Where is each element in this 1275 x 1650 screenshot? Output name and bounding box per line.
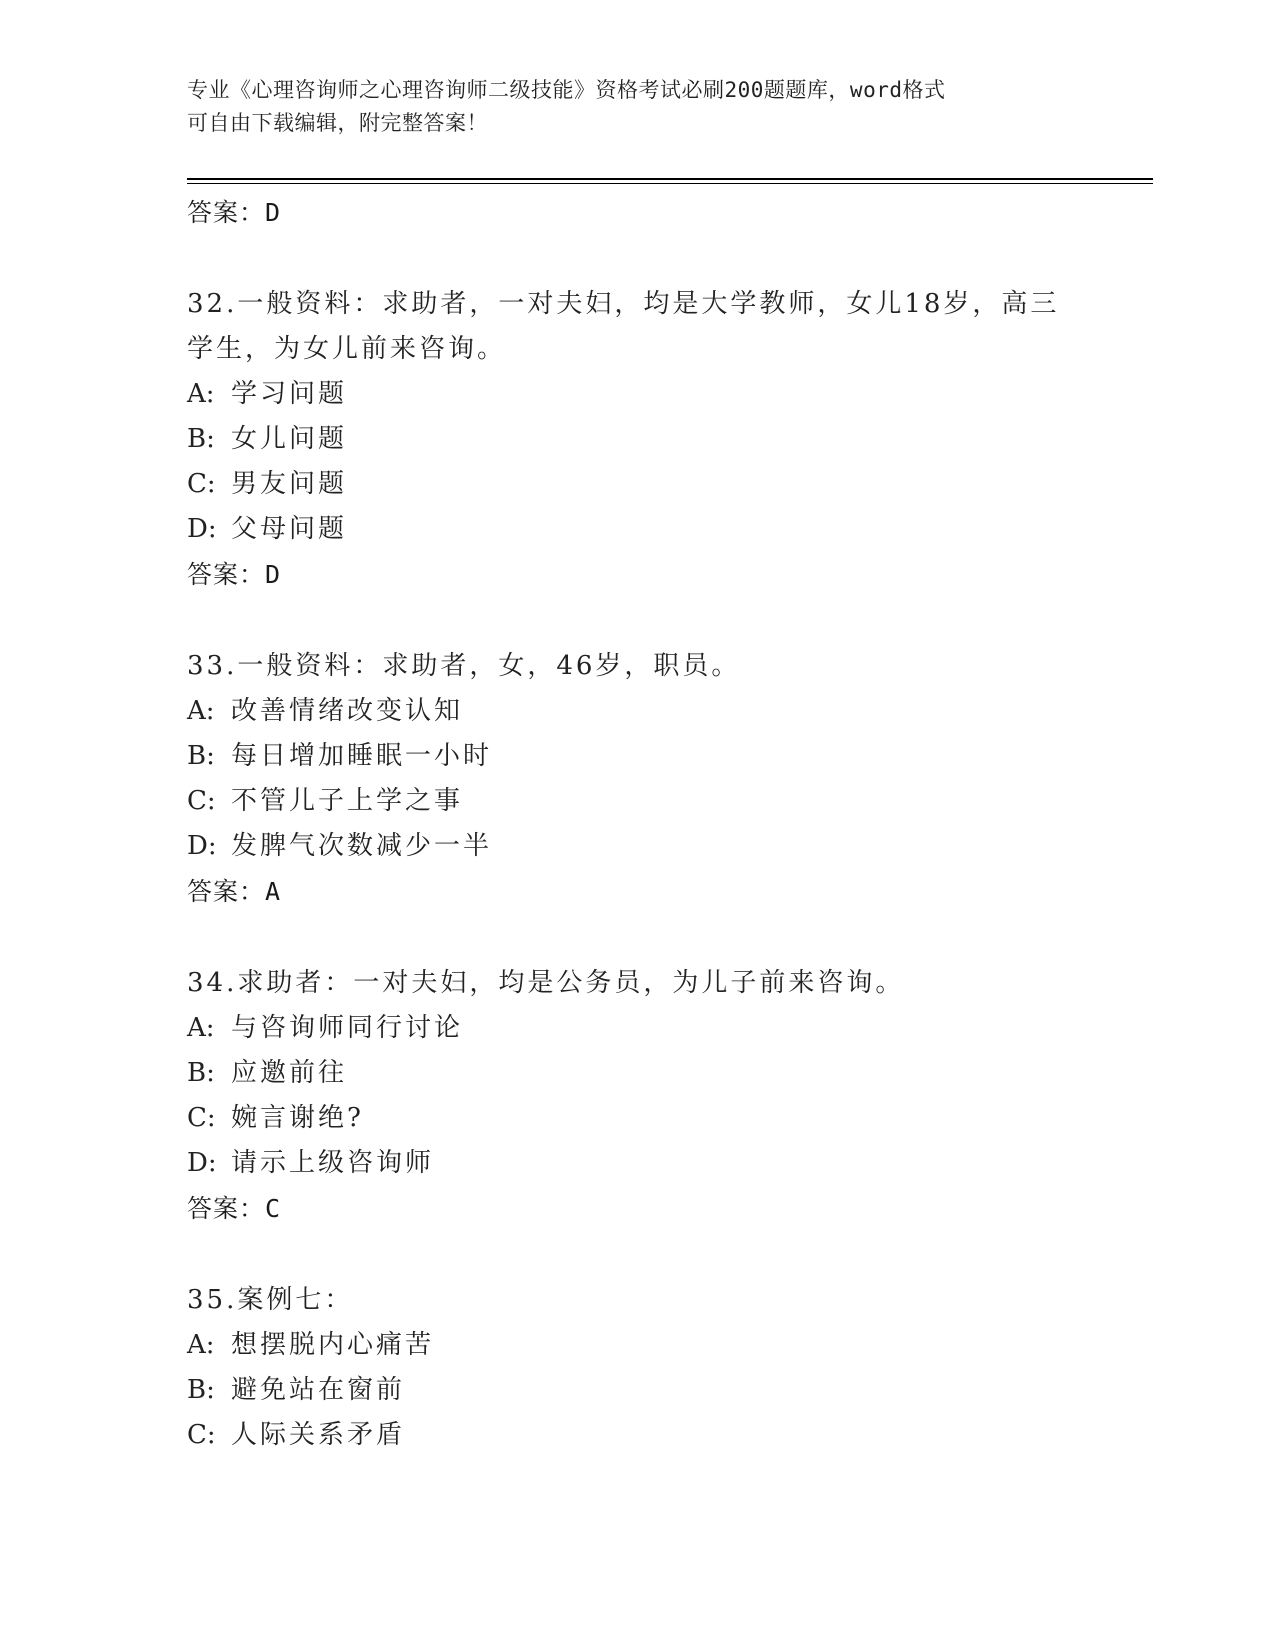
option-text: 发脾气次数减少一半 [231,831,493,861]
answer-line [187,1186,1107,1231]
option-key: A: [187,1330,215,1360]
option-text: 应邀前往 [231,1058,348,1088]
option-c [187,1413,1107,1458]
option-text: 改善情绪改变认知 [231,696,464,726]
option-key: B: [187,424,215,454]
question-stem: 33.一般资料：求助者，女，46岁，职员。 [187,651,741,681]
option-c [187,1096,1107,1141]
option-c [187,779,1107,824]
option-a [187,372,1107,417]
option-key: D: [187,1148,217,1178]
answer-label: 答案： [187,198,266,227]
option-text: 请示上级咨询师 [231,1148,435,1178]
option-key: A: [187,1013,215,1043]
header-line-2: 可自由下载编辑，附完整答案！ [187,111,488,135]
option-a [187,1006,1107,1051]
block-gap [187,1231,1107,1278]
answer-value: D [265,198,281,227]
answer-label: 答案： [187,560,266,589]
question-33 [187,644,1107,689]
option-b [187,1368,1107,1413]
option-b [187,417,1107,462]
option-key: B: [187,1058,215,1088]
block-gap [187,914,1107,961]
option-key: B: [187,1375,215,1405]
option-a [187,1323,1107,1368]
page-header [187,74,1087,140]
answer-line [187,190,1107,235]
option-text: 男友问题 [231,469,348,499]
option-key: A: [187,379,215,409]
answer-value: D [265,560,281,589]
option-text: 不管儿子上学之事 [231,786,464,816]
option-text: 婉言谢绝? [231,1103,364,1133]
option-key: C: [187,786,216,816]
question-35 [187,1278,1107,1323]
option-key: C: [187,469,216,499]
answer-label: 答案： [187,1194,266,1223]
question-stem: 学生，为女儿前来咨询。 [187,334,507,364]
question-stem: 35.案例七： [187,1285,354,1315]
option-text: 人际关系矛盾 [231,1420,406,1450]
answer-line [187,869,1107,914]
option-b [187,1051,1107,1096]
answer-value: A [265,877,281,906]
option-text: 避免站在窗前 [231,1375,406,1405]
option-d [187,824,1107,869]
answer-value: C [265,1194,281,1223]
header-line-1: 专业《心理咨询师之心理咨询师二级技能》资格考试必刷200题题库，word格式 [187,78,946,102]
question-32 [187,282,1107,372]
option-key: C: [187,1103,216,1133]
option-key: C: [187,1420,216,1450]
question-list [187,190,1107,1458]
option-a [187,689,1107,734]
option-key: D: [187,514,217,544]
question-stem: 32.一般资料：求助者，一对夫妇，均是大学教师，女儿18岁，高三 [187,289,1060,319]
option-b [187,734,1107,779]
option-d [187,507,1107,552]
option-key: A: [187,696,215,726]
option-text: 想摆脱内心痛苦 [231,1330,435,1360]
answer-label: 答案： [187,877,266,906]
option-text: 与咨询师同行讨论 [231,1013,464,1043]
question-34 [187,961,1107,1006]
answer-line [187,552,1107,597]
header-divider-thick [187,178,1153,180]
option-text: 女儿问题 [231,424,348,454]
header-divider-thin [187,183,1153,184]
option-text: 父母问题 [231,514,348,544]
option-text: 每日增加睡眠一小时 [231,741,493,771]
option-text: 学习问题 [231,379,348,409]
block-gap [187,597,1107,644]
option-key: B: [187,741,215,771]
option-c [187,462,1107,507]
option-d [187,1141,1107,1186]
block-gap [187,235,1107,282]
option-key: D: [187,831,217,861]
question-stem: 34.求助者：一对夫妇，均是公务员，为儿子前来咨询。 [187,968,905,998]
